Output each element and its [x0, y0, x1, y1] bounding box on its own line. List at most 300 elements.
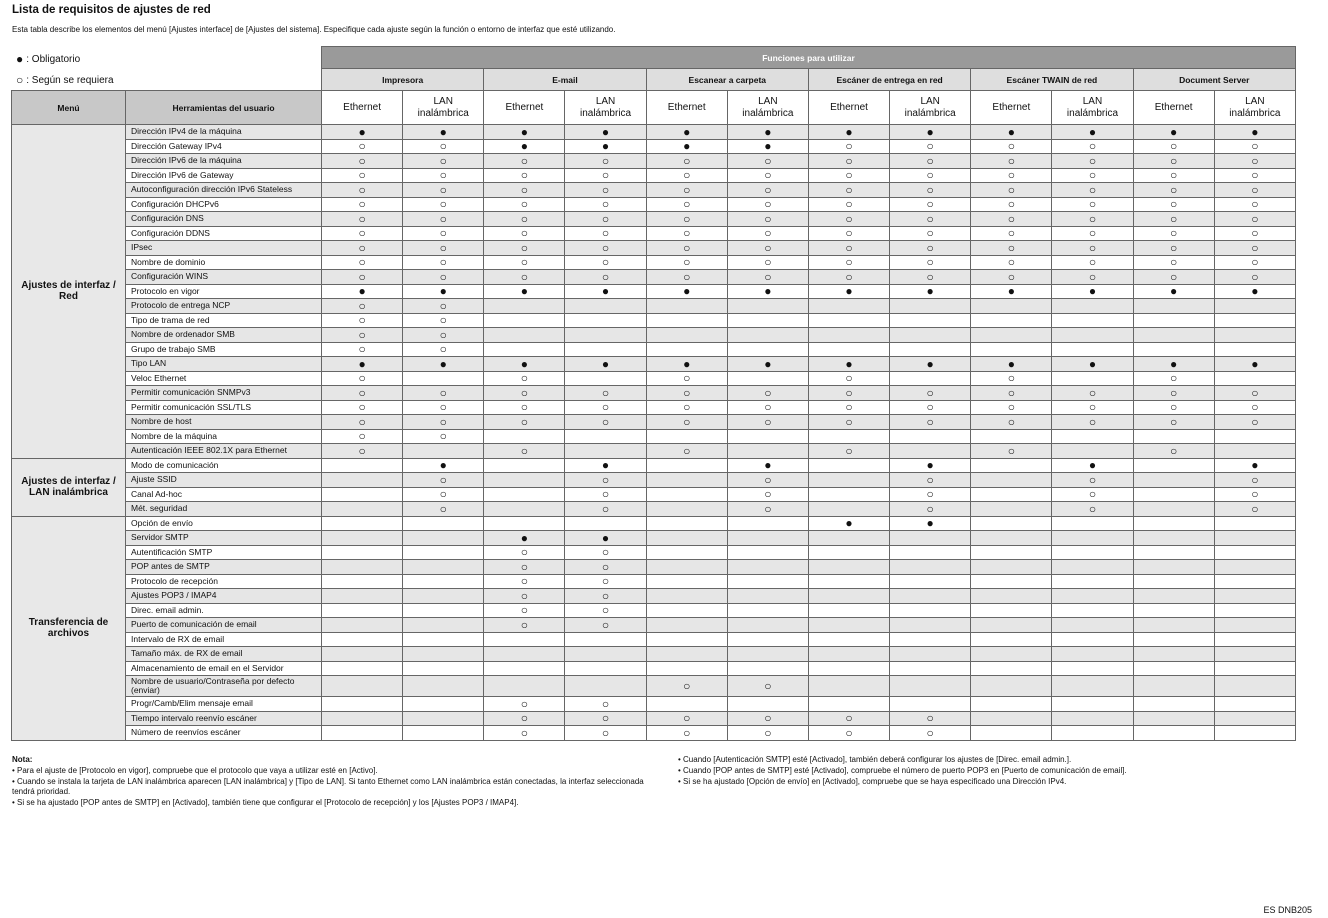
optional-icon: ○ [808, 711, 889, 726]
optional-icon: ○ [808, 241, 889, 256]
optional-icon: ○ [646, 154, 727, 169]
note-item: • Si se ha ajustado [Opción de envío] en [Activado], compruebe que se haya especificado una Dirección IPv4. [678, 776, 1067, 786]
empty-cell [1214, 371, 1295, 386]
required-icon: ● [1052, 458, 1133, 473]
optional-icon: ○ [484, 270, 565, 285]
empty-cell [971, 545, 1052, 560]
optional-icon: ○ [565, 226, 646, 241]
optional-icon: ○ [971, 226, 1052, 241]
empty-cell [403, 371, 484, 386]
table-row [12, 676, 1296, 697]
note-item: • Cuando se instala la tarjeta de LAN inalámbrica aparecen [LAN inalámbrica] y [Tipo de LAN]. Si tanto Ethernet como LAN inalámbrica están conectadas, la interfaz seleccionada tendrá prioridad. [12, 776, 644, 797]
optional-icon: ○ [565, 697, 646, 712]
empty-cell [1052, 661, 1133, 676]
optional-icon: ○ [565, 241, 646, 256]
empty-cell [1214, 697, 1295, 712]
empty-cell [322, 487, 403, 502]
table-row [12, 531, 1296, 546]
tool-name: Configuración WINS [126, 270, 322, 285]
optional-icon: ○ [971, 415, 1052, 430]
note-item: • Para el ajuste de [Protocolo en vigor], compruebe que el protocolo que vaya a utilizar esté en [Activo]. [12, 765, 378, 775]
tool-name: Tiempo intervalo reenvío escáner [126, 711, 322, 726]
optional-icon: ○ [565, 574, 646, 589]
empty-cell [727, 603, 808, 618]
empty-cell [808, 697, 889, 712]
page-subtitle: Esta tabla describe los elementos del menú [Ajustes interface] de [Ajustes del sistema]. Especifique cada ajuste según la función o entorno de interfaz que esté utilizando. [12, 25, 616, 34]
optional-icon: ○ [322, 168, 403, 183]
optional-icon: ○ [322, 197, 403, 212]
optional-icon: ○ [1214, 212, 1295, 227]
optional-icon: ○ [1052, 241, 1133, 256]
optional-icon: ○ [1133, 255, 1214, 270]
tool-name: Dirección Gateway IPv4 [126, 139, 322, 154]
empty-cell [1052, 328, 1133, 343]
empty-cell [890, 328, 971, 343]
table-row [12, 618, 1296, 633]
empty-cell [322, 531, 403, 546]
optional-icon: ○ [890, 270, 971, 285]
requirements-table [11, 46, 1296, 741]
empty-cell [646, 618, 727, 633]
optional-icon: ○ [322, 415, 403, 430]
optional-icon: ○ [646, 168, 727, 183]
empty-cell [1052, 444, 1133, 459]
required-icon: ● [565, 458, 646, 473]
empty-cell [1133, 726, 1214, 741]
optional-icon: ○ [403, 299, 484, 314]
empty-cell [971, 473, 1052, 488]
required-icon: ● [1214, 357, 1295, 372]
empty-cell [646, 632, 727, 647]
empty-cell [403, 531, 484, 546]
empty-cell [890, 574, 971, 589]
optional-icon: ○ [890, 415, 971, 430]
optional-icon: ○ [808, 726, 889, 741]
tool-name: Nombre de usuario/Contraseña por defecto (enviar) [126, 676, 322, 697]
empty-cell [808, 574, 889, 589]
empty-cell [727, 661, 808, 676]
tool-name: IPsec [126, 241, 322, 256]
empty-cell [484, 516, 565, 531]
table-row [12, 270, 1296, 285]
optional-icon: ○ [646, 183, 727, 198]
empty-cell [1214, 603, 1295, 618]
tool-name: Configuración DHCPv6 [126, 197, 322, 212]
empty-cell [646, 603, 727, 618]
table-row [12, 139, 1296, 154]
optional-icon: ○ [808, 255, 889, 270]
empty-cell [971, 711, 1052, 726]
empty-cell [1214, 711, 1295, 726]
optional-icon: ○ [1133, 270, 1214, 285]
optional-icon: ○ [890, 386, 971, 401]
empty-cell [808, 589, 889, 604]
optional-icon: ○ [484, 183, 565, 198]
table-row [12, 342, 1296, 357]
tool-name: Direc. email admin. [126, 603, 322, 618]
empty-cell [403, 661, 484, 676]
optional-icon: ○ [808, 168, 889, 183]
required-icon: ● [1133, 284, 1214, 299]
optional-icon: ○ [646, 371, 727, 386]
optional-icon: ○ [890, 154, 971, 169]
optional-icon: ○ [971, 255, 1052, 270]
optional-icon: ○ [565, 400, 646, 415]
optional-icon: ○ [484, 697, 565, 712]
subheader-wireless-lan: LAN inalámbrica [727, 91, 808, 125]
optional-icon: ○ [322, 342, 403, 357]
required-icon: ● [403, 284, 484, 299]
empty-cell [971, 531, 1052, 546]
empty-cell [971, 487, 1052, 502]
open-circle-icon: ○ [16, 73, 24, 87]
empty-cell [484, 632, 565, 647]
empty-cell [971, 328, 1052, 343]
empty-cell [808, 299, 889, 314]
empty-cell [727, 589, 808, 604]
empty-cell [1133, 487, 1214, 502]
required-icon: ● [565, 139, 646, 154]
empty-cell [322, 473, 403, 488]
empty-cell [727, 574, 808, 589]
optional-icon: ○ [971, 212, 1052, 227]
optional-icon: ○ [1214, 415, 1295, 430]
empty-cell [646, 458, 727, 473]
optional-icon: ○ [727, 473, 808, 488]
function-header: E-mail [484, 69, 646, 91]
tool-name: Nombre de host [126, 415, 322, 430]
optional-icon: ○ [322, 299, 403, 314]
empty-cell [1133, 697, 1214, 712]
table-row [12, 574, 1296, 589]
empty-cell [322, 632, 403, 647]
empty-cell [890, 313, 971, 328]
optional-icon: ○ [1133, 241, 1214, 256]
empty-cell [890, 589, 971, 604]
optional-icon: ○ [565, 545, 646, 560]
empty-cell [971, 516, 1052, 531]
optional-icon: ○ [727, 241, 808, 256]
empty-cell [1133, 589, 1214, 604]
table-row [12, 168, 1296, 183]
optional-icon: ○ [403, 241, 484, 256]
required-icon: ● [484, 531, 565, 546]
empty-cell [1133, 545, 1214, 560]
empty-cell [808, 560, 889, 575]
empty-cell [565, 676, 646, 697]
optional-icon: ○ [403, 226, 484, 241]
optional-icon: ○ [727, 197, 808, 212]
empty-cell [484, 647, 565, 662]
optional-icon: ○ [1133, 183, 1214, 198]
tool-name: Dirección IPv6 de la máquina [126, 154, 322, 169]
functions-header: Funciones para utilizar [322, 47, 1296, 69]
empty-cell [1133, 313, 1214, 328]
table-row [12, 386, 1296, 401]
required-icon: ● [1052, 357, 1133, 372]
empty-cell [565, 299, 646, 314]
required-icon: ● [1052, 284, 1133, 299]
optional-icon: ○ [646, 400, 727, 415]
empty-cell [727, 531, 808, 546]
optional-icon: ○ [727, 226, 808, 241]
empty-cell [646, 313, 727, 328]
empty-cell [403, 711, 484, 726]
empty-cell [403, 589, 484, 604]
empty-cell [808, 618, 889, 633]
optional-icon: ○ [808, 270, 889, 285]
empty-cell [1133, 618, 1214, 633]
empty-cell [727, 299, 808, 314]
subheader-ethernet: Ethernet [808, 91, 889, 125]
tool-name: Configuración DNS [126, 212, 322, 227]
empty-cell [1052, 371, 1133, 386]
optional-icon: ○ [1052, 386, 1133, 401]
optional-icon: ○ [727, 415, 808, 430]
optional-icon: ○ [971, 270, 1052, 285]
optional-icon: ○ [890, 183, 971, 198]
optional-icon: ○ [646, 226, 727, 241]
optional-icon: ○ [971, 241, 1052, 256]
tool-name: Protocolo de recepción [126, 574, 322, 589]
optional-icon: ○ [1052, 183, 1133, 198]
table-row [12, 502, 1296, 517]
empty-cell [1214, 647, 1295, 662]
table-row [12, 212, 1296, 227]
empty-cell [565, 371, 646, 386]
optional-icon: ○ [484, 711, 565, 726]
optional-icon: ○ [565, 255, 646, 270]
optional-icon: ○ [971, 400, 1052, 415]
optional-icon: ○ [971, 183, 1052, 198]
optional-icon: ○ [727, 154, 808, 169]
empty-cell [808, 661, 889, 676]
optional-icon: ○ [808, 139, 889, 154]
optional-icon: ○ [322, 241, 403, 256]
notes-right [678, 755, 1298, 787]
optional-icon: ○ [403, 212, 484, 227]
optional-icon: ○ [808, 400, 889, 415]
empty-cell [484, 458, 565, 473]
empty-cell [727, 371, 808, 386]
optional-icon: ○ [646, 444, 727, 459]
optional-icon: ○ [808, 226, 889, 241]
document-code: ES DNB205 [1263, 905, 1312, 915]
optional-icon: ○ [1133, 386, 1214, 401]
optional-icon: ○ [1133, 415, 1214, 430]
empty-cell [808, 647, 889, 662]
required-icon: ● [565, 284, 646, 299]
table-row [12, 299, 1296, 314]
optional-icon: ○ [890, 139, 971, 154]
empty-cell [646, 647, 727, 662]
optional-icon: ○ [1133, 212, 1214, 227]
table-row [12, 125, 1296, 140]
optional-icon: ○ [484, 241, 565, 256]
empty-cell [890, 531, 971, 546]
empty-cell [565, 516, 646, 531]
optional-icon: ○ [1052, 255, 1133, 270]
empty-cell [890, 618, 971, 633]
subheader-ethernet: Ethernet [646, 91, 727, 125]
subheader-wireless-lan: LAN inalámbrica [890, 91, 971, 125]
required-icon: ● [890, 284, 971, 299]
required-icon: ● [971, 125, 1052, 140]
empty-cell [484, 487, 565, 502]
optional-icon: ○ [403, 502, 484, 517]
table-row [12, 429, 1296, 444]
empty-cell [1133, 603, 1214, 618]
optional-icon: ○ [971, 371, 1052, 386]
empty-cell [403, 726, 484, 741]
table-row [12, 313, 1296, 328]
tools-header: Herramientas del usuario [126, 91, 322, 125]
empty-cell [646, 589, 727, 604]
empty-cell [322, 697, 403, 712]
optional-icon: ○ [646, 212, 727, 227]
table-row [12, 661, 1296, 676]
optional-icon: ○ [890, 473, 971, 488]
optional-icon: ○ [1214, 400, 1295, 415]
optional-icon: ○ [727, 487, 808, 502]
optional-icon: ○ [565, 589, 646, 604]
tool-name: Modo de comunicación [126, 458, 322, 473]
optional-icon: ○ [1214, 386, 1295, 401]
legend-optional-label: : Según se requiera [26, 74, 114, 86]
optional-icon: ○ [646, 241, 727, 256]
optional-icon: ○ [484, 603, 565, 618]
required-icon: ● [1133, 357, 1214, 372]
optional-icon: ○ [1052, 270, 1133, 285]
empty-cell [484, 299, 565, 314]
optional-icon: ○ [403, 255, 484, 270]
empty-cell [1133, 342, 1214, 357]
optional-icon: ○ [727, 168, 808, 183]
empty-cell [1133, 429, 1214, 444]
optional-icon: ○ [890, 487, 971, 502]
optional-icon: ○ [484, 726, 565, 741]
tool-name: Veloc Ethernet [126, 371, 322, 386]
optional-icon: ○ [727, 212, 808, 227]
table-row [12, 241, 1296, 256]
empty-cell [808, 473, 889, 488]
empty-cell [1214, 545, 1295, 560]
tool-name: Configuración DDNS [126, 226, 322, 241]
empty-cell [727, 545, 808, 560]
optional-icon: ○ [1133, 444, 1214, 459]
table-row [12, 328, 1296, 343]
empty-cell [1052, 313, 1133, 328]
empty-cell [1214, 661, 1295, 676]
optional-icon: ○ [646, 711, 727, 726]
optional-icon: ○ [403, 197, 484, 212]
empty-cell [1052, 574, 1133, 589]
empty-cell [1214, 313, 1295, 328]
optional-icon: ○ [890, 241, 971, 256]
menu-group-cell: Ajustes de interfaz / Red [12, 125, 126, 459]
tool-name: Nombre de la máquina [126, 429, 322, 444]
empty-cell [890, 632, 971, 647]
tool-name: Tamaño máx. de RX de email [126, 647, 322, 662]
optional-icon: ○ [565, 270, 646, 285]
empty-cell [808, 458, 889, 473]
optional-icon: ○ [322, 313, 403, 328]
empty-cell [1214, 516, 1295, 531]
required-icon: ● [727, 357, 808, 372]
optional-icon: ○ [646, 386, 727, 401]
empty-cell [890, 603, 971, 618]
optional-icon: ○ [890, 726, 971, 741]
table-row [12, 183, 1296, 198]
empty-cell [808, 531, 889, 546]
function-header: Escáner TWAIN de red [971, 69, 1133, 91]
empty-cell [646, 661, 727, 676]
optional-icon: ○ [403, 313, 484, 328]
tool-name: Dirección IPv4 de la máquina [126, 125, 322, 140]
table-row [12, 516, 1296, 531]
notes-title: Nota: [12, 755, 33, 764]
optional-icon: ○ [484, 386, 565, 401]
required-icon: ● [890, 125, 971, 140]
optional-icon: ○ [971, 197, 1052, 212]
optional-icon: ○ [1214, 502, 1295, 517]
optional-icon: ○ [1052, 168, 1133, 183]
subheader-ethernet: Ethernet [971, 91, 1052, 125]
tool-name: Permitir comunicación SSL/TLS [126, 400, 322, 415]
empty-cell [1133, 531, 1214, 546]
empty-cell [971, 574, 1052, 589]
required-icon: ● [808, 125, 889, 140]
optional-icon: ○ [1133, 226, 1214, 241]
empty-cell [1133, 647, 1214, 662]
empty-cell [808, 676, 889, 697]
required-icon: ● [727, 139, 808, 154]
required-icon: ● [403, 357, 484, 372]
empty-cell [727, 618, 808, 633]
empty-cell [727, 429, 808, 444]
empty-cell [890, 661, 971, 676]
table-row [12, 589, 1296, 604]
optional-icon: ○ [403, 487, 484, 502]
required-icon: ● [322, 125, 403, 140]
empty-cell [971, 618, 1052, 633]
empty-cell [727, 444, 808, 459]
required-icon: ● [808, 516, 889, 531]
empty-cell [484, 676, 565, 697]
empty-cell [971, 697, 1052, 712]
empty-cell [484, 313, 565, 328]
function-header: Impresora [322, 69, 484, 91]
optional-icon: ○ [565, 560, 646, 575]
optional-icon: ○ [322, 154, 403, 169]
empty-cell [646, 574, 727, 589]
empty-cell [971, 458, 1052, 473]
optional-icon: ○ [1214, 168, 1295, 183]
empty-cell [1214, 328, 1295, 343]
empty-cell [1133, 328, 1214, 343]
empty-cell [1052, 632, 1133, 647]
optional-icon: ○ [565, 183, 646, 198]
table-row [12, 444, 1296, 459]
empty-cell [1214, 589, 1295, 604]
empty-cell [808, 328, 889, 343]
optional-icon: ○ [322, 183, 403, 198]
empty-cell [727, 632, 808, 647]
subheader-wireless-lan: LAN inalámbrica [403, 91, 484, 125]
empty-cell [1214, 531, 1295, 546]
empty-cell [1052, 647, 1133, 662]
optional-icon: ○ [1133, 371, 1214, 386]
